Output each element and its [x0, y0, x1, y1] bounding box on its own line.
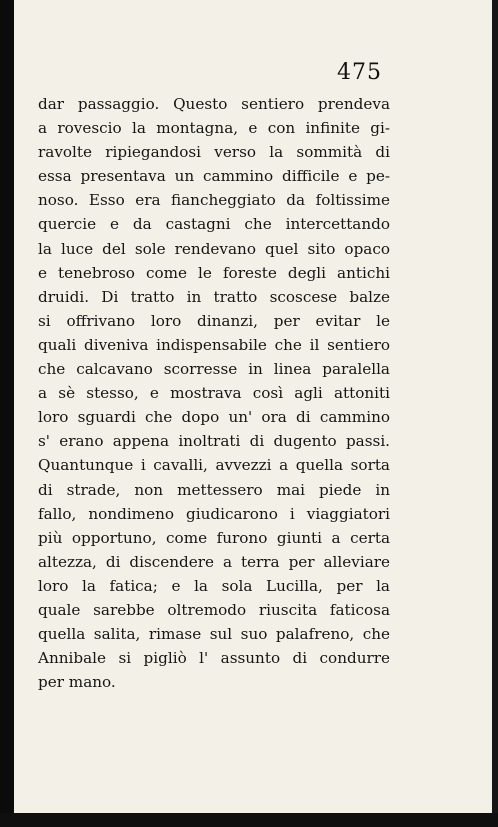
- text-line: quale sarebbe oltremodo riuscita faticosa: [38, 600, 390, 619]
- right-scan-edge: [492, 0, 498, 827]
- text-line: per mano.: [38, 673, 116, 692]
- text-line: druidi. Di tratto in tratto scoscese balze: [38, 287, 390, 306]
- left-scan-edge: [0, 0, 14, 827]
- text-line: quella salita, rimase sul suo palafreno, che: [38, 625, 390, 644]
- text-line: fallo, nondimeno giudicarono i viaggiatori: [38, 504, 390, 523]
- text-line: Annibale si pigliò l' assunto di condurre: [38, 649, 390, 668]
- text-line: essa presentava un cammino difficile e pe-: [38, 167, 390, 186]
- body-text: [38, 92, 390, 694]
- text-line: che calcavano scorresse in linea paralella: [38, 360, 390, 379]
- text-line: e tenebroso come le foreste degli antichi: [38, 263, 390, 282]
- page-number: 475: [337, 60, 382, 85]
- text-line: Quantunque i cavalli, avvezzi a quella sorta: [38, 456, 390, 475]
- text-line: di strade, non mettessero mai piede in: [38, 480, 390, 499]
- text-line: s' erano appena inoltrati di dugento passi.: [38, 432, 390, 451]
- text-line: a sè stesso, e mostrava così agli attoniti: [38, 384, 390, 403]
- text-line: più opportuno, come furono giunti a certa: [38, 528, 390, 547]
- text-line: altezza, di discendere a terra per alleviare: [38, 552, 390, 571]
- text-line: loro la fatica; e la sola Lucilla, per la: [38, 576, 390, 595]
- bottom-scan-edge: [0, 813, 498, 827]
- text-line: la luce del sole rendevano quel sito opaco: [38, 239, 390, 258]
- text-line: quercie e da castagni che intercettando: [38, 215, 390, 234]
- text-line: a rovescio la montagna, e con infinite gi-: [38, 119, 390, 138]
- text-line: si offrivano loro dinanzi, per evitar le: [38, 311, 390, 330]
- text-line: noso. Esso era fiancheggiato da foltissime: [38, 191, 390, 210]
- text-line: quali diveniva indispensabile che il sentiero: [38, 335, 390, 354]
- text-line: loro sguardi che dopo un' ora di cammino: [38, 408, 390, 427]
- text-line: dar passaggio. Questo sentiero prendeva: [38, 95, 390, 113]
- text-line: ravolte ripiegandosi verso la sommità di: [38, 143, 390, 162]
